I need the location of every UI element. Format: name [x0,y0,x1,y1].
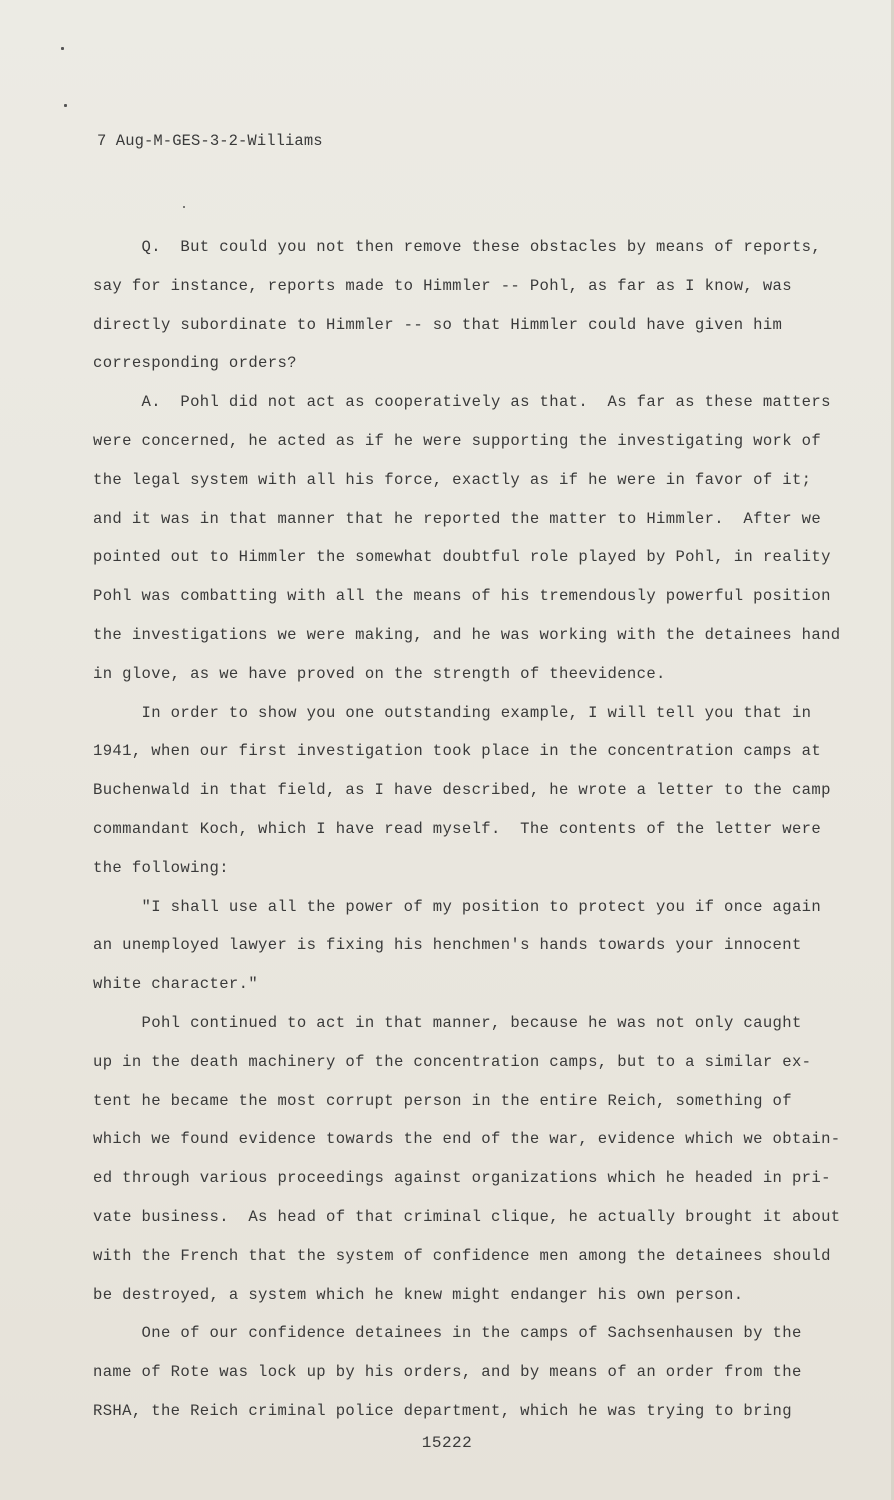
text-line: ed through various proceedings against organizations which he headed in pri- [93,1169,831,1188]
page-mark [64,104,67,107]
text-line: were concerned, he acted as if he were supporting the investigating work of [93,431,822,450]
text-line: which we found evidence towards the end of the war, evidence which we obtain- [93,1130,841,1149]
text-line: white character." [93,975,259,994]
text-line: Q. But could you not then remove these obstacles by means of reports, [93,238,822,256]
text-line: One of our confidence detainees in the camps of Sachsenhausen by the [93,1324,802,1343]
text-line: vate business. As head of that criminal clique, he actually brought it about [93,1207,841,1226]
text-line: 1941, when our first investigation took place in the concentration camps at [93,742,822,761]
text-line: Buchenwald in that field, as I have described, he wrote a letter to the camp [93,781,831,800]
document-body [93,228,853,1431]
text-line: the following: [93,858,229,877]
text-line: say for instance, reports made to Himmler -- Pohl, as far as I know, was [93,276,792,295]
text-line: Pohl continued to act in that manner, because he was not only caught [93,1013,802,1032]
text-line: A. Pohl did not act as cooperatively as that. As far as these matters [93,393,831,412]
text-line: Pohl was combatting with all the means of his tremendously powerful position [93,587,831,606]
text-line: up in the death machinery of the concentration camps, but to a similar ex- [93,1052,812,1071]
text-line: commandant Koch, which I have read myself. The contents of the letter were [93,819,822,838]
text-line: corresponding orders? [93,354,297,373]
text-line: name of Rote was lock up by his orders, and by means of an order from the [93,1363,802,1382]
text-line: directly subordinate to Himmler -- so that Himmler could have given him [93,315,783,334]
text-line: the investigations we were making, and he was working with the detainees hand [93,625,841,644]
text-line: "I shall use all the power of my position to protect you if once again [93,897,822,916]
page-mark [183,206,185,208]
page-number: 15222 [421,1434,473,1452]
text-line: and it was in that manner that he reported the matter to Himmler. After we [93,509,822,528]
text-line: in glove, as we have proved on the strength of theevidence. [93,664,666,683]
text-line: an unemployed lawyer is fixing his henchmen's hands towards your innocent [93,936,802,955]
text-line: with the French that the system of confidence men among the detainees should [93,1246,831,1265]
text-line: tent he became the most corrupt person in the entire Reich, something of [93,1091,792,1110]
text-line: the legal system with all his force, exactly as if he were in favor of it; [93,470,812,489]
text-line: pointed out to Himmler the somewhat doubtful role played by Pohl, in reality [93,548,831,567]
document-header: 7 Aug-M-GES-3-2-Williams [97,132,323,150]
text-line: In order to show you one outstanding example, I will tell you that in [93,703,812,722]
page-mark [61,47,64,50]
text-line: be destroyed, a system which he knew might endanger his own person. [93,1285,744,1304]
text-line: RSHA, the Reich criminal police department, which he was trying to bring [93,1401,792,1420]
